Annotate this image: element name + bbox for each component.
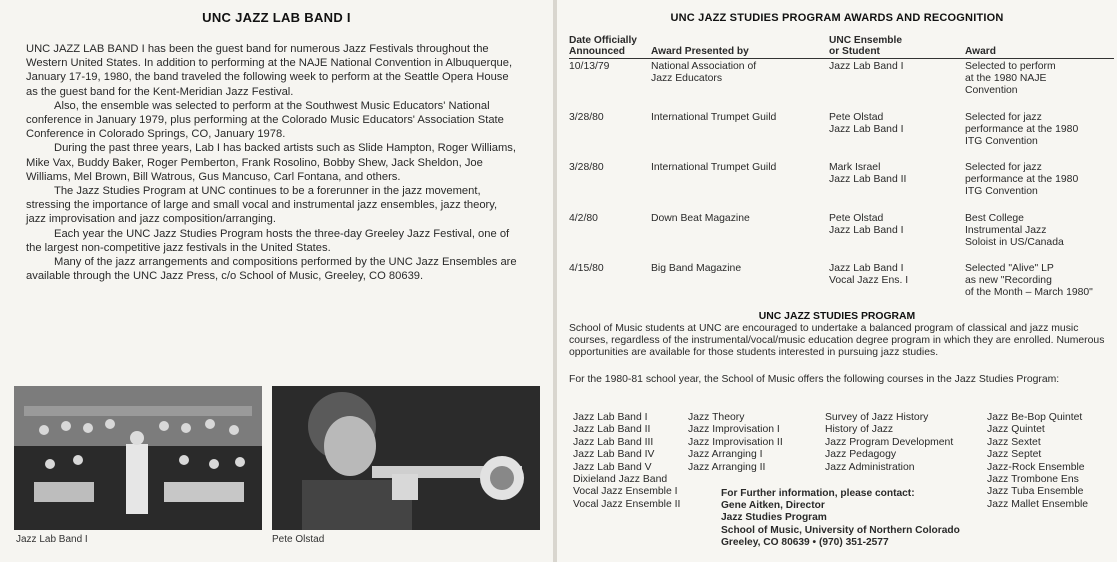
paragraph: During the past three years, Lab I has backed artists such as Slide Hampton, Roger Williams, Mike Vax, Buddy Baker, Roger Pemberton, Frank Rosolino, Bobby Shew, Jack Sheldon, Joe Williams, Mel Brown, Bill Watrous, Gus Mancuso, Carl Fontana, and others. bbox=[26, 142, 517, 183]
cell-presented-by: International Trumpet Guild bbox=[651, 111, 777, 123]
course-item: Jazz Lab Band III bbox=[573, 436, 654, 448]
paragraph: UNC JAZZ LAB BAND I has been the guest band for numerous Jazz Festivals throughout the Western United States. In addition to performing at the NAJE National Convention in Albuquerque, January 17-19, 1980, the band traveled the following week to perform at the Seattle Opera House as the guest band for the Kent-Meridian Jazz Festival. bbox=[26, 43, 513, 98]
course-column bbox=[573, 412, 680, 511]
course-item: Jazz Arranging II bbox=[688, 461, 766, 473]
program-title: UNC JAZZ STUDIES PROGRAM bbox=[758, 311, 916, 322]
cell-date: 4/15/80 bbox=[569, 263, 604, 274]
course-item: Vocal Jazz Ensemble I bbox=[573, 486, 678, 498]
table-row bbox=[569, 59, 1114, 110]
cell-presented-by: International Trumpet Guild bbox=[651, 162, 777, 173]
course-item: Dixieland Jazz Band bbox=[573, 474, 668, 486]
course-item: Jazz-Rock Ensemble bbox=[987, 461, 1085, 473]
table-row bbox=[569, 261, 1114, 312]
course-item: Jazz Improvisation I bbox=[688, 424, 780, 436]
band-photo bbox=[14, 386, 262, 530]
cell-ensemble: Mark Israel Jazz Lab Band II bbox=[829, 162, 907, 185]
course-item: Jazz Lab Band II bbox=[573, 424, 651, 436]
course-item: History of Jazz bbox=[825, 424, 894, 436]
photo-caption: Jazz Lab Band I bbox=[16, 534, 88, 545]
cell-award: Selected for jazz performance at the 1980 ITG Convention bbox=[965, 111, 1079, 147]
course-item: Jazz Administration bbox=[825, 461, 915, 473]
page-title: UNC JAZZ LAB BAND I bbox=[202, 10, 351, 25]
cell-award: Best College Instrumental Jazz Soloist in US/Canada bbox=[965, 212, 1064, 248]
paragraph: Each year the UNC Jazz Studies Program hosts the three-day Greeley Jazz Festival, one of the largest non-competitive jazz festivals in the United States. bbox=[26, 227, 510, 254]
course-item: Jazz Pedagogy bbox=[825, 449, 897, 461]
contact-line: Jazz Studies Program bbox=[721, 512, 827, 524]
cell-date: 3/28/80 bbox=[569, 111, 604, 123]
table-row bbox=[569, 211, 1114, 262]
paragraph: Many of the jazz arrangements and compositions performed by the UNC Jazz Ensembles are available through the UNC Jazz Press, c/o School of Music, Greeley, CO 80639. bbox=[26, 256, 517, 283]
cell-date: 10/13/79 bbox=[569, 61, 610, 72]
cell-award: Selected to perform at the 1980 NAJE Convention bbox=[965, 61, 1056, 96]
cell-date: 4/2/80 bbox=[569, 212, 598, 224]
course-item: Jazz Tuba Ensemble bbox=[987, 486, 1084, 498]
course-column bbox=[987, 412, 1088, 511]
course-item: Survey of Jazz History bbox=[825, 412, 929, 423]
course-item: Jazz Program Development bbox=[825, 436, 954, 448]
course-item: Jazz Lab Band V bbox=[573, 461, 652, 473]
course-item: Jazz Lab Band IV bbox=[573, 449, 655, 461]
cell-presented-by: National Association of Jazz Educators bbox=[651, 61, 757, 84]
left-page bbox=[0, 0, 553, 562]
course-item: Jazz Mallet Ensemble bbox=[987, 498, 1089, 510]
course-item: Jazz Lab Band I bbox=[573, 412, 648, 423]
paragraph: Also, the ensemble was selected to perform at the Southwest Music Educators' National conference in January 1979, plus performing at the Colorado Music Educators' Association State Conference in Colorado Springs, CO, January 1978. bbox=[26, 99, 504, 141]
cell-presented-by: Down Beat Magazine bbox=[651, 212, 750, 224]
cell-ensemble: Jazz Lab Band I Vocal Jazz Ens. I bbox=[829, 263, 909, 286]
header-award: Award bbox=[965, 46, 996, 57]
cell-ensemble: Pete Olstad Jazz Lab Band I bbox=[829, 111, 904, 135]
header-date: Date Officially Announced bbox=[569, 35, 637, 57]
course-item: Jazz Quintet bbox=[987, 424, 1045, 436]
cell-date: 3/28/80 bbox=[569, 162, 604, 173]
cell-ensemble: Pete Olstad Jazz Lab Band I bbox=[829, 212, 904, 236]
course-item: Vocal Jazz Ensemble II bbox=[573, 498, 681, 510]
course-item: Jazz Arranging I bbox=[688, 449, 763, 461]
contact-line: School of Music, University of Northern Colorado bbox=[721, 524, 960, 536]
right-page bbox=[557, 0, 1117, 562]
contact-line: For Further information, please contact: bbox=[721, 488, 915, 499]
table-header bbox=[569, 33, 1114, 59]
table-row bbox=[569, 160, 1114, 211]
paragraph: The Jazz Studies Program at UNC continues to be a forerunner in the jazz movement, stressing the importance of large and small vocal and instrumental jazz ensembles, jazz theory, jazz improvisation and jazz composition/arranging. bbox=[26, 185, 498, 226]
header-presented-by: Award Presented by bbox=[651, 46, 749, 57]
article-body bbox=[26, 42, 518, 283]
course-item: Jazz Sextet bbox=[987, 436, 1041, 448]
contact-line: Gene Aitken, Director bbox=[721, 500, 825, 512]
program-description: School of Music students at UNC are encouraged to undertake a balanced program of classical and jazz music courses, regardless of the instrumental/vocal/music education degree program in which they are enrolled. Numerous opportunities are available for those students interested in pursuing jazz studies. bbox=[569, 323, 1105, 358]
course-item: Jazz Theory bbox=[688, 412, 745, 423]
cell-award: Selected for jazz performance at the 1980 ITG Convention bbox=[965, 162, 1079, 197]
course-item: Jazz Trombone Ens bbox=[987, 474, 1079, 486]
awards-title: UNC JAZZ STUDIES PROGRAM AWARDS AND RECOGNITION bbox=[670, 12, 1004, 24]
contact-line: Greeley, CO 80639 • (970) 351-2577 bbox=[721, 536, 889, 548]
cell-award: Selected "Alive" LP as new "Recording of the Month – March 1980" bbox=[965, 263, 1093, 298]
program-courses-intro: For the 1980-81 school year, the School of Music offers the following courses in the Jazz Studies Program: bbox=[569, 374, 1060, 385]
cell-ensemble: Jazz Lab Band I bbox=[829, 61, 904, 72]
course-item: Jazz Be-Bop Quintet bbox=[987, 412, 1083, 423]
table-row bbox=[569, 110, 1114, 161]
course-column bbox=[825, 412, 953, 474]
course-column bbox=[688, 412, 783, 474]
course-item: Jazz Improvisation II bbox=[688, 436, 783, 448]
awards-table bbox=[569, 33, 1114, 312]
header-ensemble: UNC Ensemble or Student bbox=[829, 35, 903, 57]
photo-caption: Pete Olstad bbox=[272, 534, 325, 545]
contact-info bbox=[721, 488, 960, 549]
cell-presented-by: Big Band Magazine bbox=[651, 263, 742, 274]
soloist-photo bbox=[272, 386, 540, 530]
course-item: Jazz Septet bbox=[987, 449, 1042, 461]
